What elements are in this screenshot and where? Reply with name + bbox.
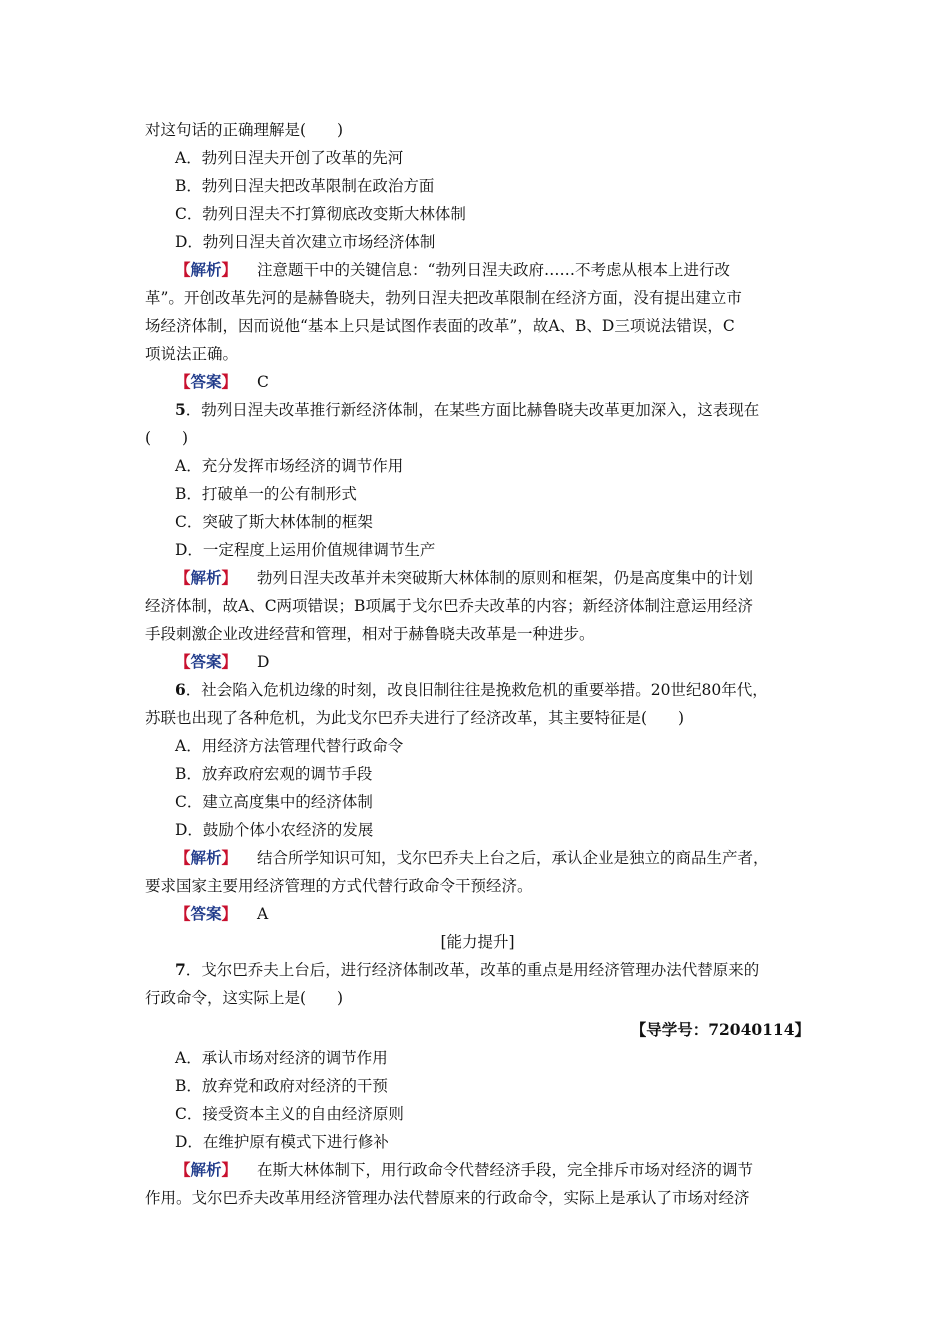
q4-option-b: B．勃列日涅夫把改革限制在政治方面	[175, 177, 435, 195]
q6-option-d: D．鼓励个体小农经济的发展	[175, 821, 374, 839]
q6-option-b: B．放弃政府宏观的调节手段	[175, 765, 373, 783]
q6-analysis-line-1: 【解析】 结合所学知识可知，戈尔巴乔夫上台之后，承认企业是独立的商品生产者，	[175, 848, 769, 867]
answer-tag: 【答案】	[175, 652, 238, 671]
q6-option-a: A．用经济方法管理代替行政命令	[175, 737, 404, 755]
q7-stem-line-2: 行政命令，这实际上是( )	[145, 989, 344, 1007]
q5-analysis-line-3: 手段刺激企业改进经营和管理，相对于赫鲁晓夫改革是一种进步。	[145, 625, 595, 643]
q4-analysis-line-3: 场经济体制，因而说他“基本上只是试图作表面的改革”，故A、B、D三项说法错误，C	[145, 317, 735, 335]
q4-stem-tail: 对这句话的正确理解是( )	[145, 121, 344, 139]
q7-option-c: C．接受资本主义的自由经济原则	[175, 1105, 404, 1123]
q6-answer: 【答案】 A	[175, 904, 269, 923]
q6-option-c: C．建立高度集中的经济体制	[175, 793, 373, 811]
q5-option-b: B．打破单一的公有制形式	[175, 485, 357, 503]
q4-option-d: D．勃列日涅夫首次建立市场经济体制	[175, 233, 436, 251]
q6-analysis-line-2: 要求国家主要用经济管理的方式代替行政命令干预经济。	[145, 877, 533, 895]
q7-analysis-line-1: 【解析】 在斯大林体制下，用行政命令代替经济手段，完全排斥市场对经济的调节	[175, 1160, 754, 1179]
q5-stem-line-2: ( )	[145, 429, 189, 447]
q6-stem-line-1: 6．社会陷入危机边缘的时刻，改良旧制往往是挽救危机的重要举措。20世纪80年代，	[175, 680, 768, 699]
analysis-tag: 【解析】	[175, 568, 238, 587]
q7-stem-line-1: 7．戈尔巴乔夫上台后，进行经济体制改革，改革的重点是用经济管理办法代替原来的	[175, 960, 760, 979]
answer-tag: 【答案】	[175, 904, 238, 923]
q4-analysis-line-2: 革”。开创改革先河的是赫鲁晓夫，勃列日涅夫把改革限制在经济方面，没有提出建立市	[145, 289, 742, 307]
q7-option-d: D．在维护原有模式下进行修补	[175, 1133, 389, 1151]
q4-analysis-line-1: 【解析】 注意题干中的关键信息：“勃列日涅夫政府……不考虑从根本上进行改	[175, 260, 730, 279]
guide-number: 【导学号：72040114】	[630, 1020, 810, 1039]
q5-option-a: A．充分发挥市场经济的调节作用	[175, 457, 404, 475]
analysis-tag: 【解析】	[175, 260, 238, 279]
q5-analysis-line-1: 【解析】 勃列日涅夫改革并未突破斯大林体制的原则和框架，仍是高度集中的计划	[175, 568, 754, 587]
q4-option-a: A．勃列日涅夫开创了改革的先河	[175, 149, 404, 167]
q5-option-d: D．一定程度上运用价值规律调节生产	[175, 541, 436, 559]
q6-stem-line-2: 苏联也出现了各种危机，为此戈尔巴乔夫进行了经济改革，其主要特征是( )	[145, 709, 685, 727]
q4-analysis-line-4: 项说法正确。	[145, 345, 239, 363]
q7-option-a: A．承认市场对经济的调节作用	[175, 1049, 388, 1067]
q5-answer: 【答案】 D	[175, 652, 270, 671]
analysis-tag: 【解析】	[175, 848, 238, 867]
analysis-tag: 【解析】	[175, 1160, 238, 1179]
q7-analysis-line-2: 作用。戈尔巴乔夫改革用经济管理办法代替原来的行政命令，实际上是承认了市场对经济	[145, 1189, 750, 1207]
answer-tag: 【答案】	[175, 372, 238, 391]
q4-answer: 【答案】 C	[175, 372, 269, 391]
q4-option-c: C．勃列日涅夫不打算彻底改变斯大林体制	[175, 205, 466, 223]
q5-analysis-line-2: 经济体制，故A、C两项错误；B项属于戈尔巴乔夫改革的内容；新经济体制注意运用经济	[145, 597, 753, 615]
q5-stem-line-1: 5．勃列日涅夫改革推行新经济体制，在某些方面比赫鲁晓夫改革更加深入，这表现在	[175, 400, 760, 419]
section-heading: [能力提升]	[440, 933, 515, 951]
q5-option-c: C．突破了斯大林体制的框架	[175, 513, 373, 531]
q7-option-b: B．放弃党和政府对经济的干预	[175, 1077, 388, 1095]
